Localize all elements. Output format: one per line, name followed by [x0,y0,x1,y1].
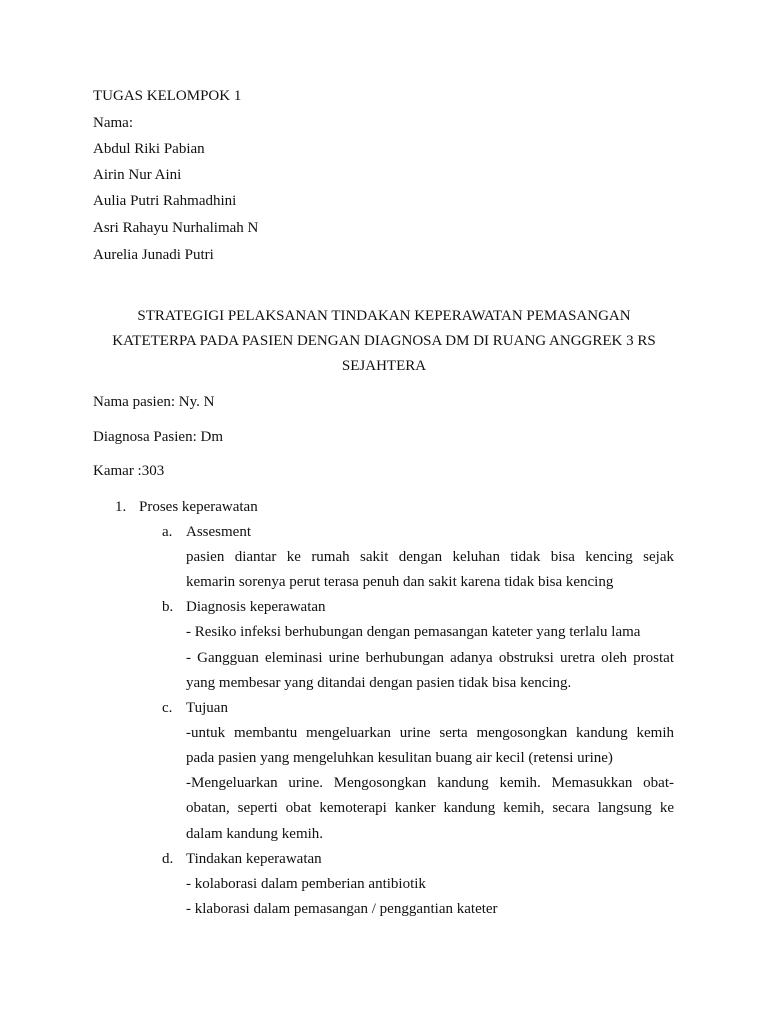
patient-name: Nama pasien: Ny. N [93,394,215,410]
member-name: Abdul Riki Pabian [93,141,205,157]
subsection-title-diagnosis: Diagnosis keperawatan [186,599,326,615]
goals-text: obatan, seperti obat kemoterapi kanker kandung kemih, secara langsung ke [186,800,674,816]
diagnosis-text: - Resiko infeksi berhubungan dengan pemasangan kateter yang terlalu lama [186,624,641,640]
subsection-marker: c. [162,700,173,716]
group-title: TUGAS KELOMPOK 1 [93,88,242,104]
section-number: 1. [115,499,127,515]
subsection-marker: a. [162,524,173,540]
assessment-text: pasien diantar ke rumah sakit dengan keluhan tidak bisa kencing sejak [186,549,674,565]
member-name: Airin Nur Aini [93,167,182,183]
member-name: Asri Rahayu Nurhalimah N [93,220,259,236]
goals-text: pada pasien yang mengeluhkan kesulitan buang air kecil (retensi urine) [186,750,613,766]
actions-text: - klaborasi dalam pemasangan / penggantian kateter [186,901,498,917]
patient-room: Kamar :303 [93,463,165,479]
diagnosis-text: yang membesar yang ditandai dengan pasien tidak bisa kencing. [186,675,572,691]
diagnosis-text: - Gangguan eleminasi urine berhubungan adanya obstruksi uretra oleh prostat [186,650,674,666]
member-name: Aurelia Junadi Putri [93,247,214,263]
document-title-line-1: STRATEGIGI PELAKSANAN TINDAKAN KEPERAWATAN PEMASANGAN [137,308,631,324]
section-title: Proses keperawatan [139,499,258,515]
subsection-title-goals: Tujuan [186,700,228,716]
subsection-marker: d. [162,851,174,867]
assessment-text: kemarin sorenya perut terasa penuh dan sakit karena tidak bisa kencing [186,574,614,590]
member-name: Aulia Putri Rahmadhini [93,193,237,209]
names-label: Nama: [93,115,133,131]
subsection-title-actions: Tindakan keperawatan [186,851,322,867]
goals-text: dalam kandung kemih. [186,826,324,842]
goals-text: -Mengeluarkan urine. Mengosongkan kandung kemih. Memasukkan obat- [186,775,674,791]
actions-text: - kolaborasi dalam pemberian antibiotik [186,876,426,892]
goals-text: -untuk membantu mengeluarkan urine serta mengosongkan kandung kemih [186,725,674,741]
patient-diagnosis: Diagnosa Pasien: Dm [93,429,223,445]
document-title-line-3: SEJAHTERA [341,358,427,374]
document-title-line-2: KATETERPA PADA PASIEN DENGAN DIAGNOSA DM DI RUANG ANGGREK 3 RS [112,333,656,349]
subsection-title-assessment: Assesment [186,524,251,540]
subsection-marker: b. [162,599,174,615]
